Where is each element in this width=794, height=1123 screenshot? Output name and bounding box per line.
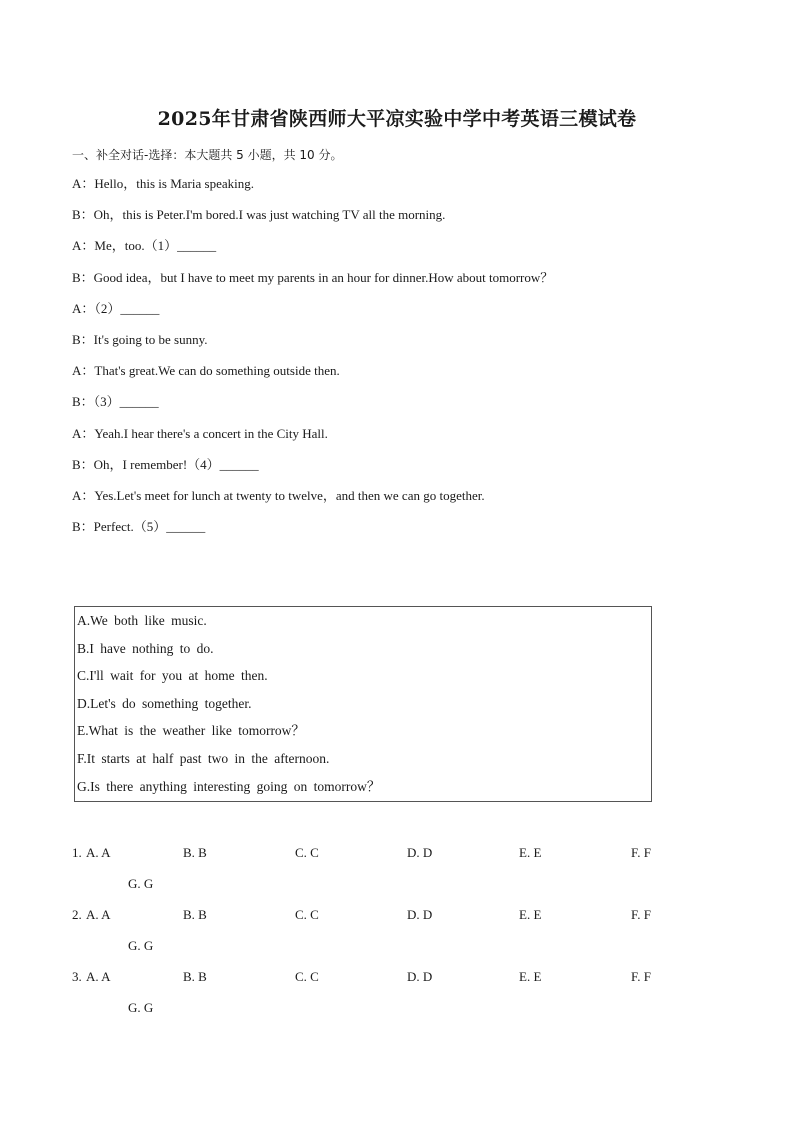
question-1-row-2: [72, 874, 732, 905]
option-a: A.We both like music.: [77, 613, 207, 628]
question-2-row-2: [72, 936, 732, 967]
choice-b[interactable]: B. B: [183, 907, 207, 922]
section-heading: 一、补全对话-选择：本大题共 5 小题，共 10 分。: [72, 148, 343, 162]
question-3-row-2: [72, 998, 732, 1029]
choice-e[interactable]: E. E: [519, 907, 542, 922]
option-b: B.I have nothing to do.: [77, 640, 214, 656]
choice-c[interactable]: C. C: [295, 907, 319, 922]
dialogue-line: B：Oh，this is Peter.I'm bored.I was just watching TV all the morning.: [72, 207, 446, 223]
choice-f[interactable]: F. F: [631, 845, 651, 860]
question-2-row-1: [72, 905, 732, 936]
choice-a[interactable]: A. A: [86, 969, 111, 984]
dialogue-line: A：（2）______: [72, 300, 160, 316]
question-number: 1.: [72, 845, 82, 860]
dialogue-line: A：Yes.Let's meet for lunch at twenty to twelve，and then we can go together.: [72, 487, 485, 503]
choice-e[interactable]: E. E: [519, 969, 542, 984]
choice-g[interactable]: G. G: [128, 938, 154, 953]
dialogue-line: B：Perfect.（5）______: [72, 519, 206, 535]
choice-c[interactable]: C. C: [295, 845, 319, 860]
choice-a[interactable]: A. A: [86, 907, 111, 922]
questions: [72, 843, 732, 1029]
choice-d[interactable]: D. D: [407, 845, 433, 860]
choice-f[interactable]: F. F: [631, 907, 651, 922]
option-e: E.What is the weather like tomorrow？: [77, 723, 305, 739]
dialogue-line: B：It's going to be sunny.: [72, 331, 208, 347]
option-c: C.I'll wait for you at home then.: [77, 668, 268, 684]
option-f: F.It starts at half past two in the afternoon.: [77, 750, 330, 766]
option-g: G.Is there anything interesting going on tomorrow？: [77, 778, 381, 794]
choice-b[interactable]: B. B: [183, 845, 207, 860]
choice-b[interactable]: B. B: [183, 969, 207, 984]
option-d: D.Let's do something together.: [77, 695, 252, 711]
question-number: 2.: [72, 907, 82, 922]
choice-g[interactable]: G. G: [128, 1000, 154, 1015]
choice-e[interactable]: E. E: [519, 845, 542, 860]
dialogue-line: B：Good idea，but I have to meet my parents in an hour for dinner.How about tomorrow？: [72, 269, 554, 285]
page-title: 2025年甘肃省陕西师大平凉实验中学中考英语三模试卷: [157, 108, 637, 130]
dialogue-line: B：Oh，I remember!（4）______: [72, 456, 259, 472]
dialogue-line: A：Hello，this is Maria speaking.: [72, 176, 254, 191]
choice-g[interactable]: G. G: [128, 876, 154, 891]
dialogue-line: A：That's great.We can do something outside then.: [72, 363, 340, 379]
choice-d[interactable]: D. D: [407, 969, 433, 984]
question-3-row-1: [72, 967, 732, 998]
choice-f[interactable]: F. F: [631, 969, 651, 984]
question-number: 3.: [72, 969, 82, 984]
choice-a[interactable]: A. A: [86, 845, 111, 860]
dialogue: [72, 174, 722, 548]
dialogue-line: A：Me，too.（1）______: [72, 238, 217, 254]
dialogue-line: B：（3）______: [72, 394, 159, 410]
question-1-row-1: [72, 843, 732, 874]
options-box: [74, 606, 652, 802]
choice-d[interactable]: D. D: [407, 907, 433, 922]
dialogue-line: A：Yeah.I hear there's a concert in the City Hall.: [72, 425, 328, 441]
choice-c[interactable]: C. C: [295, 969, 319, 984]
